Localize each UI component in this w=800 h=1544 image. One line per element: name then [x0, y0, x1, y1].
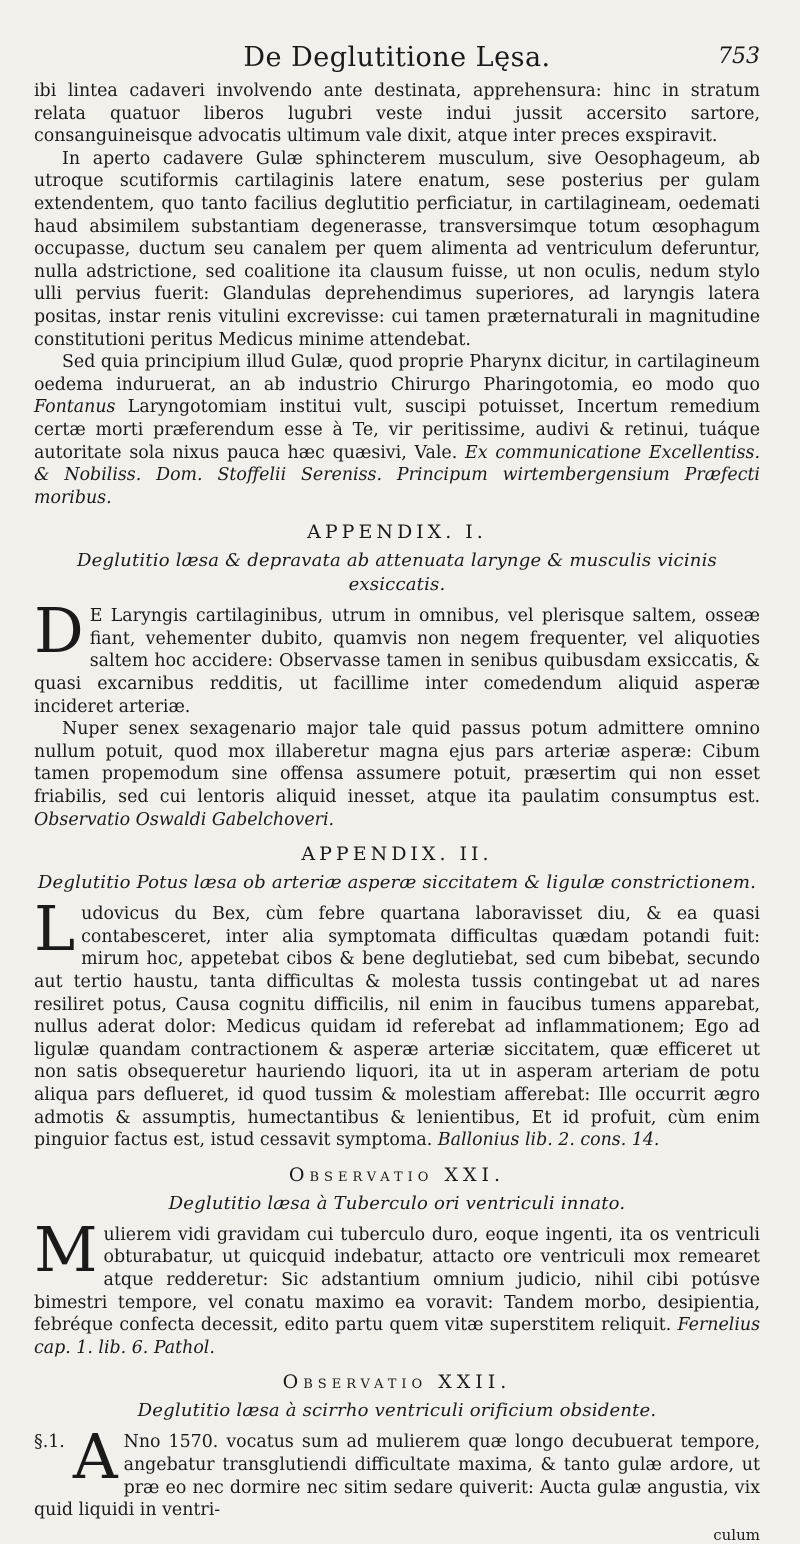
paragraph-cadaver: In aperto cadavere Gulæ sphincterem musculum, sive Oesophageum, ab utroque scutiformis cartilaginis latere enatum, sese posterius per gulam extendentem, quo tanto facilius deglutitio perficiatur, in cartilagineam, oedemati haud absimilem substantiam degenerasse, transversimque totum œsophagum occupasse, ductum seu canalem per quem alimenta ad ventriculum deferuntur, nulla adstrictione, sed coalitione ita clausum fuisse, ut non oculis, nedum stylo ulli pervius fuerit: Glandulas deprehendimus superiores, ad laryngis latera positas, instar renis vitulini excrevisse: cui tamen præternaturali in magnitudine constitutioni peritus Medicus minime attendebat. — [34, 148, 760, 350]
paragraph-pharynx — [34, 351, 760, 509]
appendix-1-paragraph-1 — [34, 594, 760, 718]
appendix-1-heading: APPENDIX. I. — [307, 521, 487, 544]
observation-22-heading: Observatio XXII. — [282, 1371, 512, 1394]
appendix-1-text-1: E Laryngis cartilaginibus, utrum in omnibus, vel plerisque saltem, osseæ fiant, vehementer dubito, quamvis non negem frequenter, vel aliquoties saltem hoc accidere: Observasse tamen in senibus quibusdam exsiccatis, & quasi excarnibus redditis, ut facillime inter comedendum aliquid asperæ incideret arteriæ. — [34, 606, 760, 717]
appendix-2-text: udovicus du Bex, cùm febre quartana laboravisset diu, & ea quasi contabesceret, inter alia symptomata difficultas quædam potandi fuit: mirum hoc, appetebat cibos & bene deglutiebat, sed cum bibebat, secundo aut tertio haustu, tanta difficultas & molesta tussis contingebat ut ad nares resiliret potus, Causa cognitu difficilis, nil enim in faucibus tumens apparebat, nullus aderat dolor: Medicus quidam id referebat ad inflammationem; Ego ad ligulæ quandam contractionem & asperæ arteriæ siccitatem, quæ efficeret ut non satis obsequeretur hauriendo liquori, ita ut in asperam arteriam de potu aliqua pars deflueret, id quod tussim & molestiam afferebat: Illе occurrit ægro admotis & assumptis, humectantibus & lenientibus, Et id profuit, cùm enim pinguior factus est, istud cessavit symptoma. — [34, 904, 760, 1151]
appendix-2-heading: APPENDIX. II. — [301, 843, 493, 866]
drop-cap: L — [34, 892, 76, 966]
paragraph-pharynx-text-2: Laryngotomiam institui vult, suscipi potuisset, Incertum remedium certæ morti præferendum esse à Te, vir peritissime, audivi & retinui, tuáque autoritate sola nixus pauca hæc quæsivi, Vale. — [34, 397, 760, 463]
running-title: De Deglutitione Lęsa. — [243, 42, 551, 73]
source-citation: Observatio Oswaldi Gabelchoveri. — [34, 809, 335, 830]
paragraph-continuation: ibi lintea cadaveri involvendo ante destinata, apprehensura: hinc in stratum relata quatuor liberos lugubri veste indui jussit accersito sartore, consanguineisque advocatis ultimum vale dixit, atque inter preces exspiravit. — [34, 81, 760, 147]
appendix-1-text-2: Nuper senex sexagenario major tale quid passus potum admittere omnino nullum potuit, quod mox illaberetur magna ejus pars arteriæ asperæ: Cibum tamen propemodum sine offensa assumere potuit, præsertim qui non esset friabilis, sed cui lentoris aliquid inesset, atque ita paulatim consumptus est. — [34, 719, 760, 808]
section-mark: §.1. — [34, 1432, 65, 1453]
drop-cap: A — [72, 1420, 118, 1494]
drop-cap: M — [34, 1212, 98, 1286]
appendix-1-paragraph-2 — [34, 718, 760, 831]
observation-21-subheading: Deglutitio læsa à Tuberculo ori ventriculi innato. — [168, 1192, 626, 1214]
source-citation: Fernelius cap. 1. lib. 6. Pathol. — [34, 1315, 761, 1358]
paragraph-pharynx-text: Sed quia principium illud Gulæ, quod proprie Pharynx dicitur, in cartilagineum oedema induruerat, an ab industrio Chirurgo Pharingotomia, eo modo quo — [34, 352, 760, 395]
catchword: culum — [713, 1525, 760, 1544]
page-number: 753 — [718, 44, 760, 69]
running-head — [34, 42, 760, 80]
source-citation: Ex communicatione Excellentiss. & Nobiliss. Dom. Stoffelii Sereniss. Principum wirtembergensium Præfecti moribus. — [34, 442, 760, 508]
observation-21-paragraph — [34, 1212, 761, 1360]
source-citation: Ballonius lib. 2. cons. 14. — [437, 1130, 660, 1151]
appendix-2-paragraph — [34, 892, 760, 1152]
drop-cap: D — [34, 594, 84, 668]
appendix-1-subheading: Deglutitio læsa & depravata ab attenuata larynge & musculis vicinis exsiccatis. — [77, 550, 717, 596]
observation-22-subheading: Deglutitio læsa à scirrho ventriculi orificium obsidente. — [137, 1400, 657, 1422]
observation-21-text: ulierem vidi gravidam cui tuberculo duro, eoque ingenti, ita os ventriculi obturabatur, ut quicquid indebatur, attacto ore ventriculi mox remearet atque redderetur: Sic adstantium omnium judicio, nihil cibi potúsve bimestri tempore, vel conatu maximo ea voravit: Tandem morbo, desipientia, febréque confecta decessit, edito partu quem vitæ superstitem reliquit. — [34, 1224, 760, 1336]
observation-21-heading: Observatio XXI. — [288, 1163, 506, 1186]
author-name-fontanus: Fontanus — [34, 397, 116, 418]
observation-22-text: Nno 1570. vocatus sum ad mulierem quæ longo decubuerat tempore, angebatur transglutiendi difficultate maxima, & tanto gulæ ardore, ut præ eo nec dormire nec sitim sedare quiverit: Aucta gulæ angustia, vix quid liquidi in ventri- — [34, 1432, 760, 1521]
observation-22-paragraph — [34, 1420, 760, 1521]
appendix-2-subheading: Deglutitio Potus læsa ob arteriæ asperæ siccitatem & ligulæ constrictionem. — [37, 872, 757, 894]
